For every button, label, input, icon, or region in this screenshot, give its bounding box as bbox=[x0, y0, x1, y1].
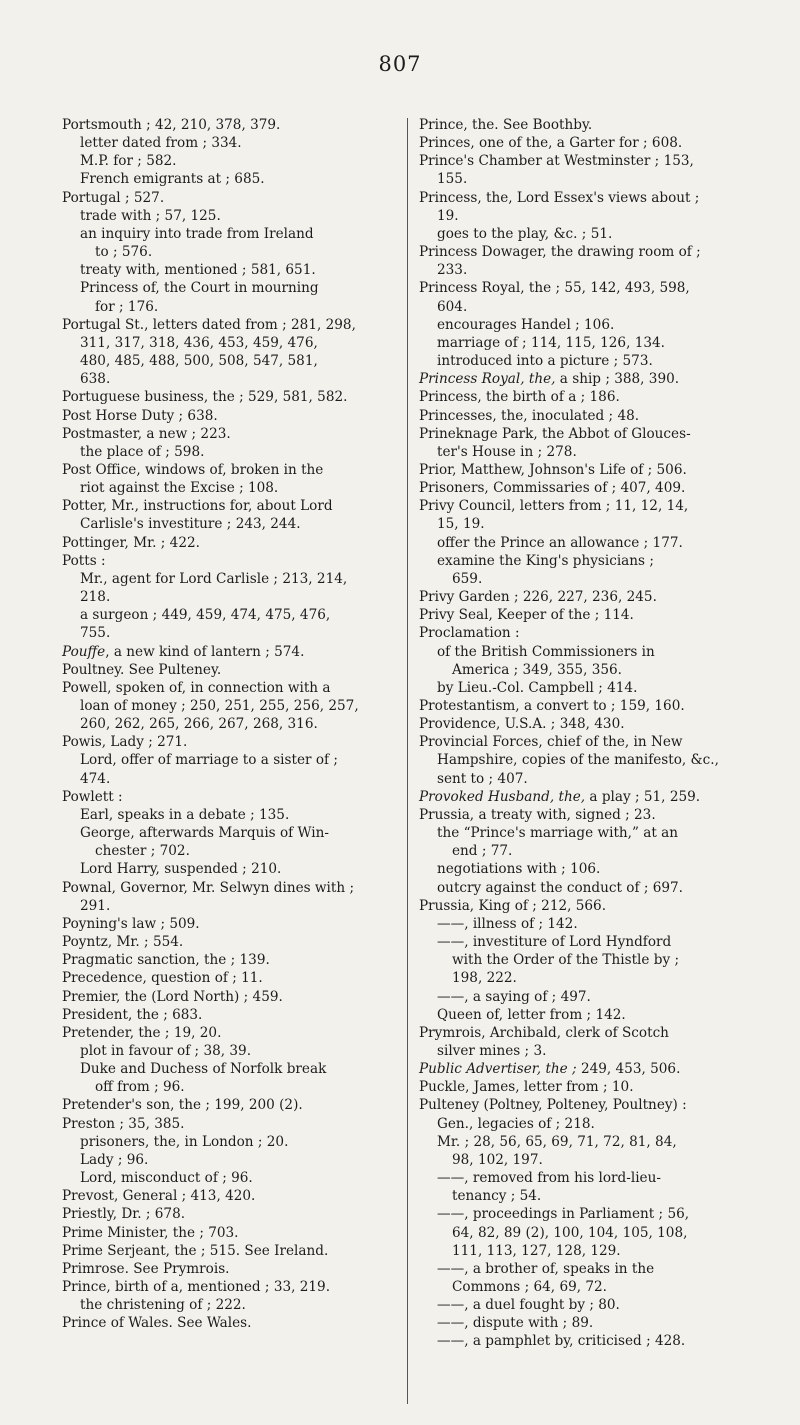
index-subentry: riot against the Excise ; 108. bbox=[80, 480, 279, 497]
index-entry: Prince of Wales. See Wales. bbox=[62, 1315, 252, 1332]
index-entry: Prymrois, Archibald, clerk of Scotch bbox=[419, 1024, 669, 1041]
index-subentry: Lord, offer of marriage to a sister of ; bbox=[80, 752, 338, 769]
index-subentry: 64, 82, 89 (2), 100, 104, 105, 108, bbox=[452, 1224, 688, 1241]
index-entry: Pownal, Governor, Mr. Selwyn dines with ; bbox=[62, 879, 355, 896]
index-subentry: tenancy ; 54. bbox=[452, 1188, 542, 1205]
index-subentry: negotiations with ; 106. bbox=[437, 861, 601, 878]
index-subentry: loan of money ; 250, 251, 255, 256, 257, bbox=[80, 698, 359, 714]
index-subentry: outcry against the conduct of ; 697. bbox=[437, 879, 683, 896]
index-subentry: the place of ; 598. bbox=[80, 443, 205, 460]
index-entry: Portuguese business, the ; 529, 581, 582. bbox=[62, 389, 348, 406]
index-entry: Pouffe, a new kind of lantern ; 574. bbox=[62, 643, 305, 660]
index-subentry: offer the Prince an allowance ; 177. bbox=[437, 534, 683, 551]
index-entry: Princess Royal, the ; 55, 142, 493, 598, bbox=[419, 280, 690, 297]
index-entry: Princess Royal, the, a ship ; 388, 390. bbox=[419, 371, 680, 388]
index-entry: Protestantism, a convert to ; 159, 160. bbox=[419, 698, 685, 714]
index-entry: Powlett : bbox=[62, 788, 123, 805]
index-subentry: ——, investiture of Lord Hyndford bbox=[437, 934, 672, 951]
index-subentry: 659. bbox=[452, 570, 483, 587]
index-subentry: ——, a pamphlet by, criticised ; 428. bbox=[437, 1333, 686, 1350]
index-subentry: ——, a saying of ; 497. bbox=[437, 988, 591, 1005]
index-subentry: Commons ; 64, 69, 72. bbox=[452, 1279, 608, 1295]
index-entry: Postmaster, a new ; 223. bbox=[62, 425, 231, 442]
index-subentry: the christening of ; 222. bbox=[80, 1297, 246, 1314]
index-subentry: 260, 262, 265, 266, 267, 268, 316. bbox=[80, 716, 318, 733]
index-subentry: ——, a duel fought by ; 80. bbox=[437, 1297, 620, 1314]
index-column-left bbox=[62, 116, 408, 1332]
index-subentry: to ; 576. bbox=[95, 244, 153, 261]
index-subentry: Lord Harry, suspended ; 210. bbox=[80, 861, 282, 878]
index-subentry: off from ; 96. bbox=[95, 1079, 185, 1096]
index-subentry: 638. bbox=[80, 371, 111, 388]
index-subentry: Duke and Duchess of Norfolk break bbox=[80, 1061, 327, 1078]
index-entry: Privy Seal, Keeper of the ; 114. bbox=[419, 607, 634, 624]
index-subentry: ter's House in ; 278. bbox=[437, 443, 577, 460]
index-entry: Priestly, Dr. ; 678. bbox=[62, 1206, 186, 1223]
index-entry: Prisoners, Commissaries of ; 407, 409. bbox=[419, 480, 686, 497]
index-subentry: Lord, misconduct of ; 96. bbox=[80, 1170, 253, 1187]
index-entry: Powis, Lady ; 271. bbox=[62, 734, 188, 751]
index-subentry: introduced into a picture ; 573. bbox=[437, 353, 653, 370]
index-subentry: ——, removed from his lord-lieu- bbox=[437, 1170, 661, 1187]
index-column-right bbox=[419, 116, 765, 1351]
index-entry: Poultney. See Pulteney. bbox=[62, 661, 222, 678]
index-entry: Pottinger, Mr. ; 422. bbox=[62, 534, 200, 551]
index-subentry: 19. bbox=[437, 207, 459, 224]
index-entry: Pretender, the ; 19, 20. bbox=[62, 1024, 222, 1041]
index-entry: Powell, spoken of, in connection with a bbox=[62, 679, 331, 696]
index-subentry: an inquiry into trade from Ireland bbox=[80, 225, 314, 242]
index-subentry: the “Prince's marriage with,” at an bbox=[437, 825, 679, 842]
index-subentry: letter dated from ; 334. bbox=[80, 135, 242, 152]
index-subentry: plot in favour of ; 38, 39. bbox=[80, 1042, 252, 1059]
index-subentry: by Lieu.-Col. Campbell ; 414. bbox=[437, 679, 638, 696]
index-subentry: Gen., legacies of ; 218. bbox=[437, 1115, 595, 1132]
index-entry: Prime Serjeant, the ; 515. See Ireland. bbox=[62, 1242, 329, 1259]
index-subentry: ——, proceedings in Parliament ; 56, bbox=[437, 1206, 690, 1223]
index-entry: Proclamation : bbox=[419, 625, 520, 642]
index-entry: Potts : bbox=[62, 552, 106, 569]
index-subentry: 480, 485, 488, 500, 508, 547, 581, bbox=[80, 353, 318, 370]
index-subentry: 474. bbox=[80, 770, 111, 787]
index-entry: Post Horse Duty ; 638. bbox=[62, 407, 218, 424]
index-entry: Privy Garden ; 226, 227, 236, 245. bbox=[419, 589, 657, 606]
index-subentry: Mr., agent for Lord Carlisle ; 213, 214, bbox=[80, 570, 348, 587]
index-subentry: 291. bbox=[80, 897, 111, 914]
index-subentry: prisoners, the, in London ; 20. bbox=[80, 1133, 289, 1150]
index-subentry: Queen of, letter from ; 142. bbox=[437, 1006, 626, 1023]
index-subentry: 755. bbox=[80, 625, 111, 642]
index-entry: Preston ; 35, 385. bbox=[62, 1115, 185, 1132]
column-divider bbox=[407, 118, 408, 1404]
index-entry: Primrose. See Prymrois. bbox=[62, 1260, 230, 1277]
index-subentry: America ; 349, 355, 356. bbox=[452, 661, 622, 678]
index-subentry: examine the King's physicians ; bbox=[437, 552, 654, 569]
index-subentry: 233. bbox=[437, 262, 468, 279]
index-subentry: 15, 19. bbox=[437, 516, 485, 533]
index-entry: Portugal St., letters dated from ; 281, 298, bbox=[62, 316, 356, 333]
index-subentry: treaty with, mentioned ; 581, 651. bbox=[80, 262, 316, 279]
index-entry: Portsmouth ; 42, 210, 378, 379. bbox=[62, 117, 281, 133]
index-entry: Prussia, King of ; 212, 566. bbox=[419, 897, 607, 914]
index-entry: Prince's Chamber at Westminster ; 153, bbox=[419, 153, 694, 170]
index-entry: Princess, the, Lord Essex's views about ; bbox=[419, 189, 700, 206]
index-entry: Public Advertiser, the ; 249, 453, 506. bbox=[419, 1061, 681, 1078]
index-subentry: silver mines ; 3. bbox=[437, 1042, 547, 1059]
index-subentry: ——, a brother of, speaks in the bbox=[437, 1260, 655, 1277]
index-subentry: 311, 317, 318, 436, 453, 459, 476, bbox=[80, 334, 318, 351]
index-subentry: 155. bbox=[437, 171, 468, 188]
index-entry: Premier, the (Lord North) ; 459. bbox=[62, 988, 283, 1005]
index-entry: Prior, Matthew, Johnson's Life of ; 506. bbox=[419, 461, 687, 478]
index-entry: Prineknage Park, the Abbot of Glouces- bbox=[419, 425, 691, 442]
index-entry: Pragmatic sanction, the ; 139. bbox=[62, 952, 270, 969]
index-subentry: trade with ; 57, 125. bbox=[80, 207, 221, 224]
index-subentry: for ; 176. bbox=[95, 298, 159, 315]
index-entry: Princesses, the, inoculated ; 48. bbox=[419, 407, 640, 424]
index-subentry: ——, illness of ; 142. bbox=[437, 915, 578, 932]
index-subentry: George, afterwards Marquis of Win- bbox=[80, 825, 329, 842]
index-subentry: sent to ; 407. bbox=[437, 770, 528, 787]
index-entry: Prince, the. See Boothby. bbox=[419, 117, 593, 133]
index-subentry: ——, dispute with ; 89. bbox=[437, 1315, 594, 1332]
index-entry: Providence, U.S.A. ; 348, 430. bbox=[419, 716, 625, 733]
index-entry: Potter, Mr., instructions for, about Lord bbox=[62, 498, 333, 515]
index-subentry: 218. bbox=[80, 589, 111, 606]
index-entry: Pretender's son, the ; 199, 200 (2). bbox=[62, 1097, 303, 1114]
index-entry: Provoked Husband, the, a play ; 51, 259. bbox=[419, 788, 701, 805]
index-entry: Puckle, James, letter from ; 10. bbox=[419, 1079, 634, 1096]
index-entry: Prevost, General ; 413, 420. bbox=[62, 1188, 256, 1205]
index-entry: Pulteney (Poltney, Polteney, Poultney) : bbox=[419, 1097, 687, 1114]
index-entry: Privy Council, letters from ; 11, 12, 14, bbox=[419, 498, 689, 515]
index-entry: Post Office, windows of, broken in the bbox=[62, 461, 324, 478]
index-subentry: a surgeon ; 449, 459, 474, 475, 476, bbox=[80, 607, 331, 624]
index-subentry: of the British Commissioners in bbox=[437, 643, 655, 660]
index-subentry: Earl, speaks in a debate ; 135. bbox=[80, 806, 290, 823]
index-subentry: Lady ; 96. bbox=[80, 1151, 149, 1168]
index-subentry: Mr. ; 28, 56, 65, 69, 71, 72, 81, 84, bbox=[437, 1133, 677, 1150]
index-subentry: goes to the play, &c. ; 51. bbox=[437, 225, 613, 242]
index-subentry: Hampshire, copies of the manifesto, &c., bbox=[437, 752, 719, 769]
index-subentry: Princess of, the Court in mourning bbox=[80, 280, 319, 297]
index-entry: Princes, one of the, a Garter for ; 608. bbox=[419, 135, 683, 152]
index-subentry: 98, 102, 197. bbox=[452, 1151, 543, 1168]
index-entry: Prussia, a treaty with, signed ; 23. bbox=[419, 806, 656, 823]
index-entry: Prime Minister, the ; 703. bbox=[62, 1224, 239, 1241]
index-entry: Poyntz, Mr. ; 554. bbox=[62, 934, 184, 951]
index-subentry: end ; 77. bbox=[452, 843, 513, 860]
index-subentry: French emigrants at ; 685. bbox=[80, 171, 265, 188]
index-entry: Princess, the birth of a ; 186. bbox=[419, 389, 620, 406]
index-entry: Poyning's law ; 509. bbox=[62, 915, 200, 932]
index-subentry: 111, 113, 127, 128, 129. bbox=[452, 1242, 621, 1259]
index-subentry: encourages Handel ; 106. bbox=[437, 316, 615, 333]
index-entry: Prince, birth of a, mentioned ; 33, 219. bbox=[62, 1279, 331, 1295]
index-subentry: 198, 222. bbox=[452, 970, 517, 987]
index-subentry: M.P. for ; 582. bbox=[80, 153, 177, 170]
index-subentry: 604. bbox=[437, 298, 468, 315]
index-entry: President, the ; 683. bbox=[62, 1006, 203, 1023]
page-number: 807 bbox=[378, 52, 422, 76]
index-subentry: with the Order of the Thistle by ; bbox=[452, 952, 680, 969]
index-subentry: marriage of ; 114, 115, 126, 134. bbox=[437, 334, 665, 351]
index-subentry: chester ; 702. bbox=[95, 843, 190, 860]
index-entry: Precedence, question of ; 11. bbox=[62, 970, 263, 987]
index-entry: Princess Dowager, the drawing room of ; bbox=[419, 244, 701, 261]
index-entry: Portugal ; 527. bbox=[62, 189, 165, 206]
index-entry: Provincial Forces, chief of the, in New bbox=[419, 734, 683, 751]
index-subentry: Carlisle's investiture ; 243, 244. bbox=[80, 516, 301, 533]
